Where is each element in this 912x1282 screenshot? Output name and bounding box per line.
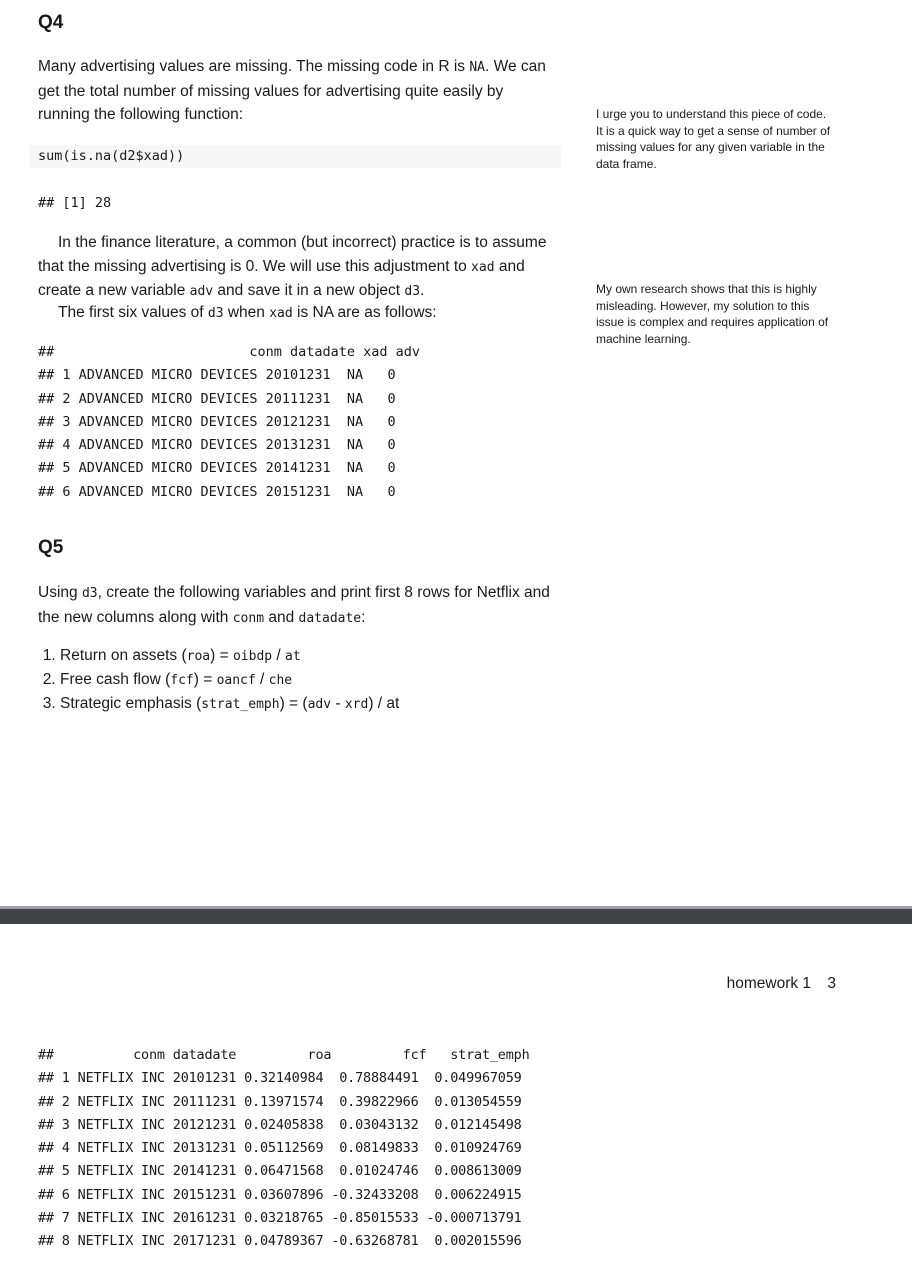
inline-code: NA [469, 60, 485, 75]
table-row: ## 3 NETFLIX INC 20121231 0.02405838 0.03043132 0.012145498 [38, 1116, 522, 1133]
table-row: ## 1 ADVANCED MICRO DEVICES 20101231 NA 0 [38, 367, 396, 384]
q4-heading: Q4 [38, 12, 64, 33]
table-row: ## 3 ADVANCED MICRO DEVICES 20121231 NA 0 [38, 413, 396, 430]
page-break-highlight [0, 906, 912, 909]
code-output: ## [1] 28 [38, 195, 112, 211]
table-row: ## 2 NETFLIX INC 20111231 0.13971574 0.39822966 0.013054559 [38, 1093, 522, 1110]
netflix-output-table [38, 1044, 530, 1254]
header-title: homework 1 [726, 975, 812, 992]
page-break-bar [0, 906, 912, 924]
page-header [727, 975, 836, 993]
table-row: ## conm datadate xad adv [38, 344, 421, 360]
page-number: 3 [827, 975, 836, 992]
variable-list [38, 644, 399, 716]
list-item: 3. Strategic emphasis (strat_emph) = (adv - xrd) / at [60, 692, 399, 716]
q4-paragraph-3: The first six values of d3 when xad is NA are as follows: [58, 304, 437, 321]
table-row: ## 4 NETFLIX INC 20131231 0.05112569 0.08149833 0.010924769 [38, 1140, 522, 1157]
table-row: ## 8 NETFLIX INC 20171231 0.04789367 -0.63268781 0.002015596 [38, 1233, 522, 1250]
table-row: ## 5 ADVANCED MICRO DEVICES 20141231 NA 0 [38, 460, 396, 477]
table-row: ## conm datadate roa fcf strat_emph [38, 1047, 530, 1063]
list-item: 1. Return on assets (roa) = oibdp / at [60, 644, 399, 668]
table-row: ## 6 ADVANCED MICRO DEVICES 20151231 NA 0 [38, 483, 396, 500]
q5-paragraph: Using d3, create the following variables and print first 8 rows for Netflix and the new columns along with conm and datadate: [38, 584, 550, 626]
amd-output-table [38, 341, 420, 504]
table-row: ## 7 NETFLIX INC 20161231 0.03218765 -0.85015533 -0.000713791 [38, 1210, 522, 1227]
table-row: ## 4 ADVANCED MICRO DEVICES 20131231 NA 0 [38, 437, 396, 454]
table-row: ## 1 NETFLIX INC 20101231 0.32140984 0.78884491 0.049967059 [38, 1070, 522, 1087]
side-note-research: My own research shows that this is highly misleading. However, my solution to this issue is complex and requires application of machine learning. [596, 282, 829, 346]
list-item: 2. Free cash flow (fcf) = oancf / che [60, 668, 399, 692]
q5-heading: Q5 [38, 537, 64, 558]
code-chunk: sum(is.na(d2$xad)) [30, 145, 561, 168]
table-row: ## 5 NETFLIX INC 20141231 0.06471568 0.01024746 0.008613009 [38, 1163, 522, 1180]
table-row: ## 2 ADVANCED MICRO DEVICES 20111231 NA 0 [38, 390, 396, 407]
q4-paragraph-2: In the finance literature, a common (but incorrect) practice is to assume that the missing advertising is 0. We will use this adjustment to xad and create a new variable adv and save it in a new object d3. [38, 234, 547, 299]
side-note-code: I urge you to understand this piece of code. It is a quick way to get a sense of number of missing values for any given variable in the data frame. [596, 107, 831, 171]
q4-paragraph-1: Many advertising values are missing. The missing code in R is NA. We can get the total number of missing values for advertising quite easily by running the following function: [38, 58, 546, 123]
table-row: ## 6 NETFLIX INC 20151231 0.03607896 -0.32433208 0.006224915 [38, 1186, 522, 1203]
